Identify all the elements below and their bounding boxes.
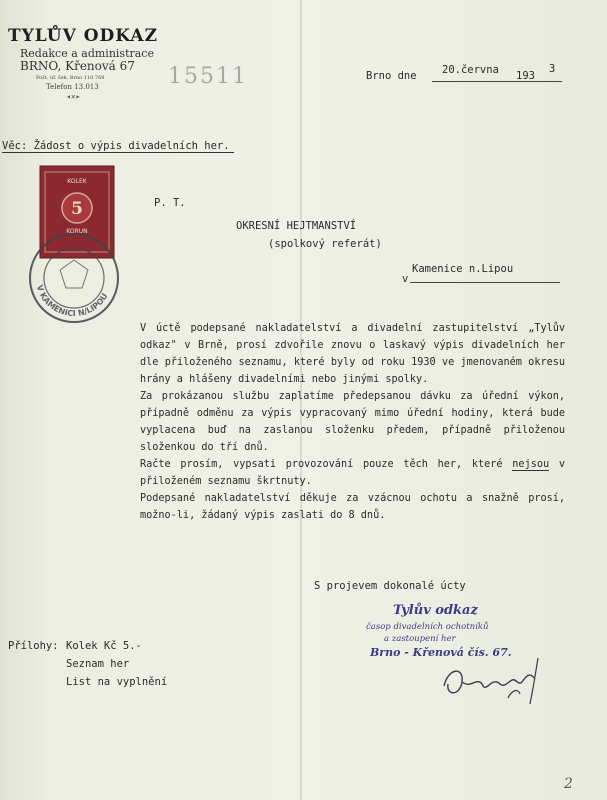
- enclosures-label: Přílohy:: [8, 640, 59, 652]
- addressee-office: OKRESNÍ HEJTMANSTVÍ: [236, 220, 357, 232]
- date-year-last-digit: 3: [549, 63, 556, 75]
- letterhead-title: TYLŮV ODKAZ: [8, 26, 158, 46]
- enclosure-item: Kolek Kč 5.-: [66, 640, 142, 652]
- body-paragraph-4: Podepsané nakladatelství děkuje za vzácnou ochotu a snažně prosí, možno-li, žádaný výpis zaslati do 8 dnů.: [140, 493, 565, 521]
- revenue-stamp-icon: [22, 162, 132, 327]
- date-year: 193: [516, 70, 535, 82]
- salutation-pt: P. T.: [154, 197, 186, 209]
- stamp-text-top: KOLEK: [67, 178, 87, 185]
- body-paragraph-1: V úctě podepsané nakladatelství a divadelní zastupitelství „Tylův odkaz" v Brně, prosí zdvořile znovu o laskavý výpis divadelních her dle přiloženého seznamu, které byly od roku 1930 ve jmenovaném okresu hrány a hlášeny divadelními nebo jinými spolky.: [140, 323, 565, 385]
- body-paragraph-2: Za prokázanou službu zaplatíme předepsanou dávku za úřední výkon, případně odměnu za výpis vypracovaný mimo úřední hodiny, která bude vyplacena buď na zaslanou složenku předem, případně přiloženou složenkou do tří dnů.: [140, 391, 565, 453]
- postmark-text: V KAMENICI N/LIPOU: [34, 283, 110, 319]
- enclosure-item: Seznam her: [66, 658, 130, 670]
- subject-line: Věc: Žádost o výpis divadelních her.: [2, 140, 234, 153]
- addressee-department: (spolkový referát): [268, 238, 382, 250]
- letterhead-phone: Telefon 13.013: [46, 83, 99, 91]
- body-paragraph-3: [140, 456, 565, 490]
- letterhead-ornament: ◂✕▸: [66, 92, 81, 101]
- date-rule: [432, 81, 562, 82]
- stamp-text-mid: KORUN: [66, 228, 88, 235]
- signature-stamp-line: časop divadelních ochotníků: [366, 622, 489, 632]
- addressee-place: Kamenice n.Lipou: [412, 263, 514, 275]
- closing-line: S projevem dokonalé úcty: [314, 580, 466, 592]
- signature-stamp-name: Tylův odkaz: [393, 603, 478, 618]
- body-p3-end: v přiloženém seznamu škrtnuty.: [140, 459, 565, 487]
- handwritten-signature-icon: [438, 652, 548, 712]
- letterhead-postal: Pošt. úř. šek. Brno 110.769: [36, 75, 105, 81]
- signature-stamp-line: a zastoupení her: [384, 634, 456, 644]
- signature-stamp-address: Brno - Křenová čís. 67.: [370, 646, 512, 659]
- body-p3-start: Račte prosím, vypsati provozování pouze těch her, které: [140, 459, 513, 470]
- enclosure-item: List na vyplnění: [66, 676, 168, 688]
- letter-body: [140, 320, 565, 524]
- page-number: 2: [564, 776, 573, 792]
- letterhead-address: BRNO, Křenová 67: [20, 59, 135, 73]
- stamp-value: 5: [71, 199, 83, 219]
- address-rule: [410, 282, 560, 283]
- date-day: 20.června: [442, 64, 499, 76]
- registry-number: 15511: [168, 64, 248, 89]
- body-p3-underlined: nejsou: [512, 459, 550, 470]
- addressee-v: v: [402, 273, 409, 285]
- letterhead-line: Redakce a administrace: [20, 47, 154, 60]
- date-place: Brno dne: [366, 70, 417, 82]
